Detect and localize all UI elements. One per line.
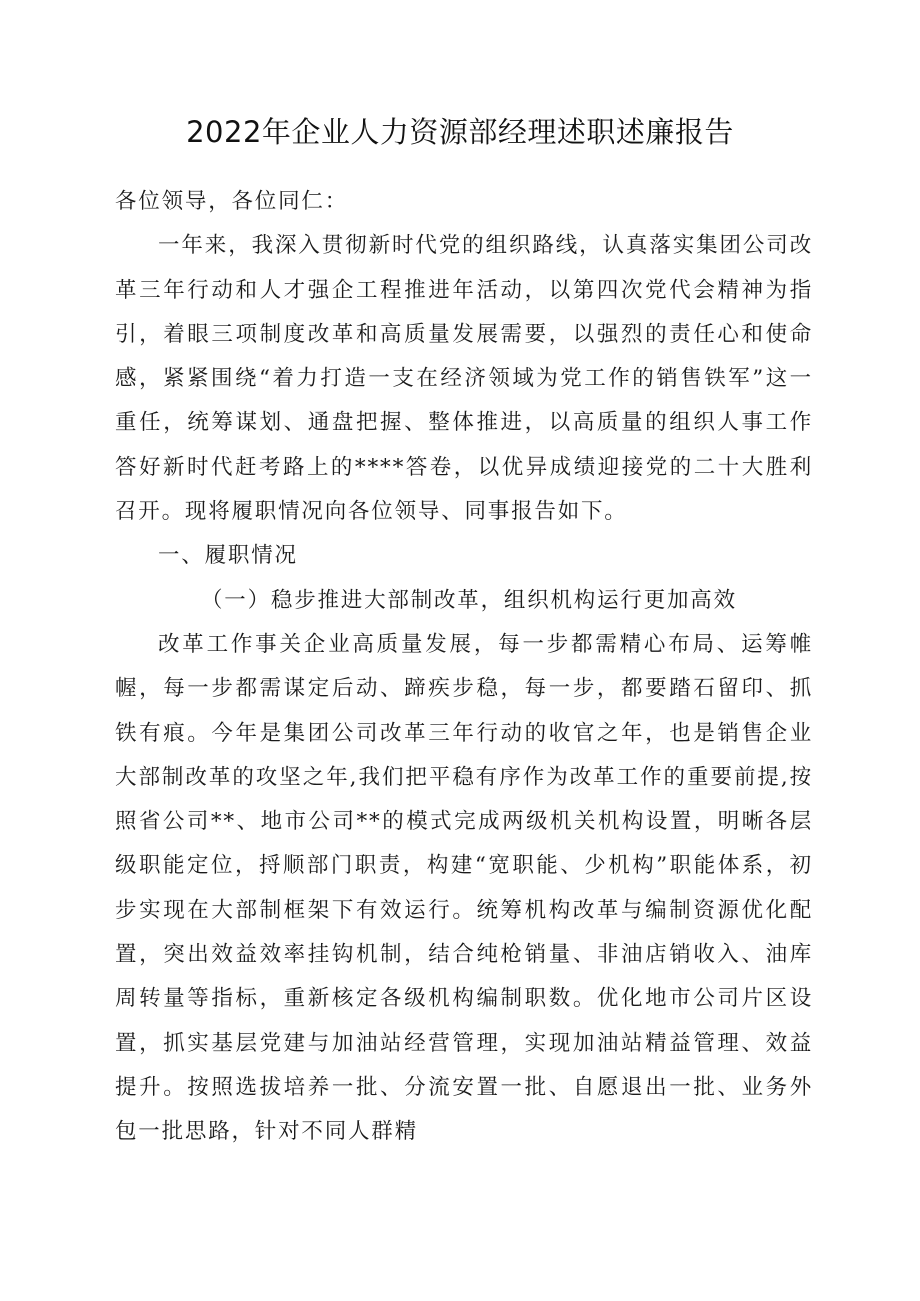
subsection-heading: （一）稳步推进大部制改革，组织机构运行更加高效 (201, 587, 737, 613)
salutation: 各位领导，各位同仁： (115, 189, 349, 214)
body-paragraph: 改革工作事关企业高质量发展，每一步都需精心布局、运筹帷幄，每一步都需谋定后动、蹄疾步稳，每一步，都要踏石留印、抓铁有痕。今年是集团公司改革三年行动的收官之年，也是销售企业大部制改革的攻坚之年,我们把平稳有序作为改革工作的重要前提,按照省公司**、地市公司**的模式完成两级机关机构设置，明晰各层级职能定位，捋顺部门职责，构建“宽职能、少机构”职能体系，初步实现在大部制框架下有效运行。统筹机构改革与编制资源优化配置，突出效益效率挂钩机制，结合纯枪销量、非油店销收入、油库周转量等指标，重新核定各级机构编制职数。优化地市公司片区设置，抓实基层党建与加油站经营管理，实现加油站精益管理、效益提升。按照选拔培养一批、分流安置一批、自愿退出一批、业务外包一批思路，针对不同人群精 (115, 631, 813, 1145)
document-body (115, 180, 813, 1155)
document-title: 2022年企业人力资源部经理述职述廉报告 (186, 115, 734, 149)
intro-paragraph: 一年来，我深入贯彻新时代党的组织路线，认真落实集团公司改革三年行动和人才强企工程推进年活动，以第四次党代会精神为指引，着眼三项制度改革和高质量发展需要，以强烈的责任心和使命感，紧紧围绕“着力打造一支在经济领域为党工作的销售铁军”这一重任，统筹谋划、通盘把握、整体推进，以高质量的组织人事工作答好新时代赶考路上的****答卷，以优异成绩迎接党的二十大胜利召开。现将履职情况向各位领导、同事报告如下。 (115, 233, 813, 525)
section-heading: 一、履职情况 (158, 543, 298, 569)
